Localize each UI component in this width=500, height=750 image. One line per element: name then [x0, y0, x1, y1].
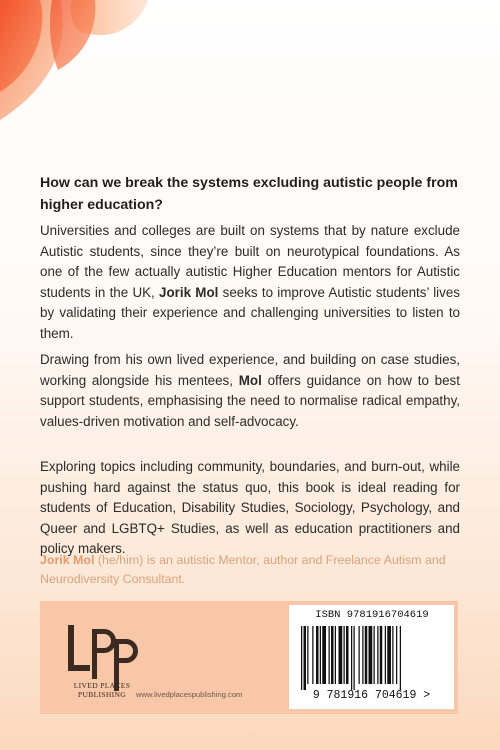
publisher-name-line2: PUBLISHING [77, 690, 127, 699]
barcode-bar [387, 626, 391, 684]
barcode-bar [369, 626, 373, 684]
barcode-bar [335, 626, 336, 684]
publisher-name-line1: LIVED PLACES [73, 681, 131, 690]
barcode-bar [380, 626, 383, 684]
description-paragraph-1 [40, 221, 460, 344]
barcode-bar [365, 626, 368, 684]
barcode-bar [385, 626, 386, 684]
barcode-bar [396, 626, 397, 684]
barcode-bar [331, 626, 334, 684]
publisher-url: www.livedplacespublishing.com [136, 690, 243, 699]
p2-text-after: offers guidance on how to best support students, emphasising the need to normalise radical empathy, values-driven motivation and self-advocacy. [40, 372, 460, 429]
isbn-barcode [289, 605, 454, 709]
barcode-bar [344, 626, 345, 684]
publisher-name [62, 681, 142, 699]
back-cover-heading: How can we break the systems excluding autistic people from higher education? [40, 175, 458, 213]
barcode-bar [346, 626, 349, 684]
description-paragraph-3: Exploring topics including community, boundaries, and burn-out, while pushing hard against the status quo, this book is ideal reading for students of Education, Disability Studies, Sociology, Psychology, and Queer and LGBTQ+ Studies, as well as education practitioners and policy makers. [40, 459, 460, 556]
isbn-label: ISBN 9781916704619 [315, 609, 429, 621]
barcode-bar [374, 626, 375, 684]
barcode-bar [320, 626, 321, 684]
barcode-bar [329, 626, 330, 684]
barcode-bar [377, 626, 378, 684]
publisher-panel [40, 601, 458, 714]
barcode-bar [312, 626, 313, 684]
bio-author-name: Jorik Mol [40, 553, 95, 567]
barcode-bar [351, 626, 352, 690]
p1-text-before: Universities and colleges are built on systems that by nature exclude Autistic students, since they’re built on neurotypical foundations. As one of the few actually autistic Higher Education mentors for Autistic students in the UK, [40, 223, 460, 300]
description-paragraph-2 [40, 350, 460, 432]
barcode-bars [299, 626, 444, 690]
barcode-bar [359, 626, 360, 684]
barcode-bar [304, 626, 307, 690]
petal-decoration [0, 0, 160, 135]
barcode-bar [354, 626, 355, 690]
barcode-bar [362, 626, 363, 684]
bio-text: (he/him) is an autistic Mentor, author and Freelance Autism and Neurodiversity Consultant. [40, 553, 446, 586]
author-bio [40, 551, 460, 589]
author-surname-bold: Mol [238, 372, 262, 388]
p2-text-before: Drawing from his own lived experience, and building on case studies, working alongside his mentees, [40, 352, 460, 388]
barcode-bar [301, 626, 302, 690]
p1-text-after: seeks to improve Autistic students’ lives by validating their experience and challenging universities to listen to them. [40, 284, 461, 341]
barcode-bar [307, 626, 308, 684]
barcode-bar [400, 626, 401, 690]
author-name-bold: Jorik Mol [159, 284, 219, 300]
barcode-bar [339, 626, 343, 684]
barcode-bar [392, 626, 393, 684]
barcode-bar [322, 626, 326, 684]
isbn-digits: 9 781916 704619 > [312, 689, 431, 702]
barcode-bar [316, 626, 319, 684]
